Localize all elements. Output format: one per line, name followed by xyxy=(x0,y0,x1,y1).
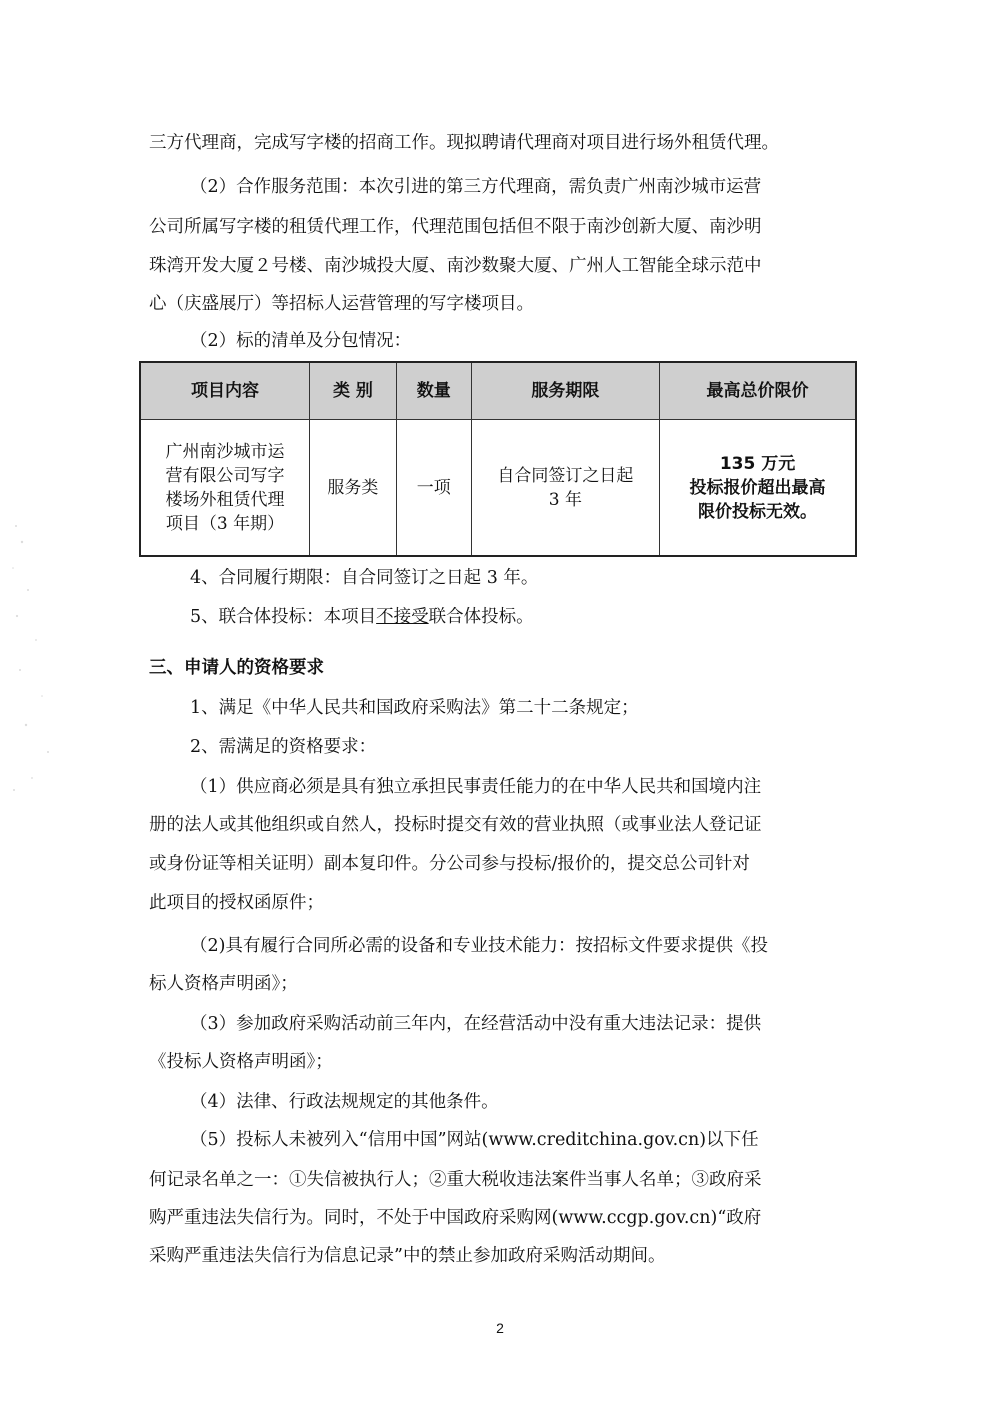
section-3-line: 标人资格声明函》； xyxy=(149,974,298,994)
table-row xyxy=(140,420,856,557)
section-3-line: （2)具有履行合同所必需的设备和专业技术能力：按招标文件要求提供《投 xyxy=(190,936,768,956)
scan-noise-artifact xyxy=(8,520,68,800)
section-3-line: （3）参加政府采购活动前三年内，在经营活动中没有重大违法记录：提供 xyxy=(190,1014,762,1034)
section-3-line: 《投标人资格声明函》； xyxy=(149,1052,333,1072)
cell-project xyxy=(140,420,310,557)
section-3-line: 何记录名单之一：①失信被执行人；②重大税收违法案件当事人名单；③政府采 xyxy=(149,1170,762,1190)
section-3-line: 1、满足《中华人民共和国政府采购法》第二十二条规定； xyxy=(190,698,639,718)
intro-line-2: （2）合作服务范围：本次引进的第三方代理商，需负责广州南沙城市运营 xyxy=(190,177,762,197)
cell-quantity: 一项 xyxy=(396,420,471,557)
cell-period-line: 3 年 xyxy=(548,489,582,510)
section-3-line: （4）法律、行政法规规定的其他条件。 xyxy=(190,1092,499,1112)
item-5 xyxy=(190,606,895,628)
section-3-line: 2、需满足的资格要求： xyxy=(190,737,377,757)
item-5-suffix: 联合体投标。 xyxy=(428,607,534,627)
intro-line-1: 三方代理商，完成写字楼的招商工作。现拟聘请代理商对项目进行场外租赁代理。 xyxy=(149,133,779,153)
intro-line-3: 公司所属写字楼的租赁代理工作，代理范围包括但不限于南沙创新大厦、南沙明 xyxy=(149,217,762,237)
cell-price-line: 投标报价超出最高 xyxy=(689,477,826,498)
section-3-line: 册的法人或其他组织或自然人，投标时提交有效的营业执照（或事业法人登记证 xyxy=(149,815,762,835)
section-3-line: 此项目的授权函原件； xyxy=(149,893,324,913)
cell-period xyxy=(471,420,659,557)
header-quantity: 数量 xyxy=(396,362,471,420)
item-5-underlined: 不接受 xyxy=(376,607,429,627)
cell-project-line: 营有限公司写字 xyxy=(165,465,285,486)
lot-table xyxy=(139,361,857,557)
cell-price-line: 限价投标无效。 xyxy=(698,501,818,522)
item-5-prefix: 5、联合体投标：本项目 xyxy=(190,607,377,627)
intro-line-4: 珠湾开发大厦２号楼、南沙城投大厦、南沙数聚大厦、广州人工智能全球示范中 xyxy=(149,256,762,276)
header-period: 服务期限 xyxy=(471,362,659,420)
section-3-line: 购严重违法失信行为。同时，不处于中国政府采购网(www.ccgp.gov.cn)“政府 xyxy=(149,1208,762,1228)
intro-line-5: 心（庆盛展厅）等招标人运营管理的写字楼项目。 xyxy=(149,294,534,314)
intro-line-6: （2）标的清单及分包情况： xyxy=(190,331,412,351)
cell-max-price xyxy=(660,420,856,557)
cell-category: 服务类 xyxy=(310,420,397,557)
section-3-line: （5）投标人未被列入“信用中国”网站(www.creditchina.gov.cn)以下任 xyxy=(190,1130,759,1150)
section-3-line: 或身份证等相关证明）副本复印件。分公司参与投标/报价的，提交总公司针对 xyxy=(149,854,750,874)
header-project: 项目内容 xyxy=(140,362,310,420)
header-max-price: 最高总价限价 xyxy=(660,362,856,420)
cell-project-line: 楼场外租赁代理 xyxy=(165,489,285,510)
cell-price-line: 135 万元 xyxy=(719,453,796,474)
cell-project-line: 项目（3 年期） xyxy=(165,513,285,534)
section-3-heading: 三、申请人的资格要求 xyxy=(149,658,324,678)
cell-project-line: 广州南沙城市运 xyxy=(165,441,285,462)
section-3-line: 采购严重违法失信行为信息记录”中的禁止参加政府采购活动期间。 xyxy=(149,1246,666,1266)
section-3-line: （1）供应商必须是具有独立承担民事责任能力的在中华人民共和国境内注 xyxy=(190,777,762,797)
header-category: 类 别 xyxy=(310,362,397,420)
lot-table-header-row xyxy=(140,362,856,420)
page-number: 2 xyxy=(496,1320,504,1336)
cell-period-line: 自合同签订之日起 xyxy=(497,465,634,486)
item-4: 4、合同履行期限：自合同签订之日起 3 年。 xyxy=(190,568,539,588)
